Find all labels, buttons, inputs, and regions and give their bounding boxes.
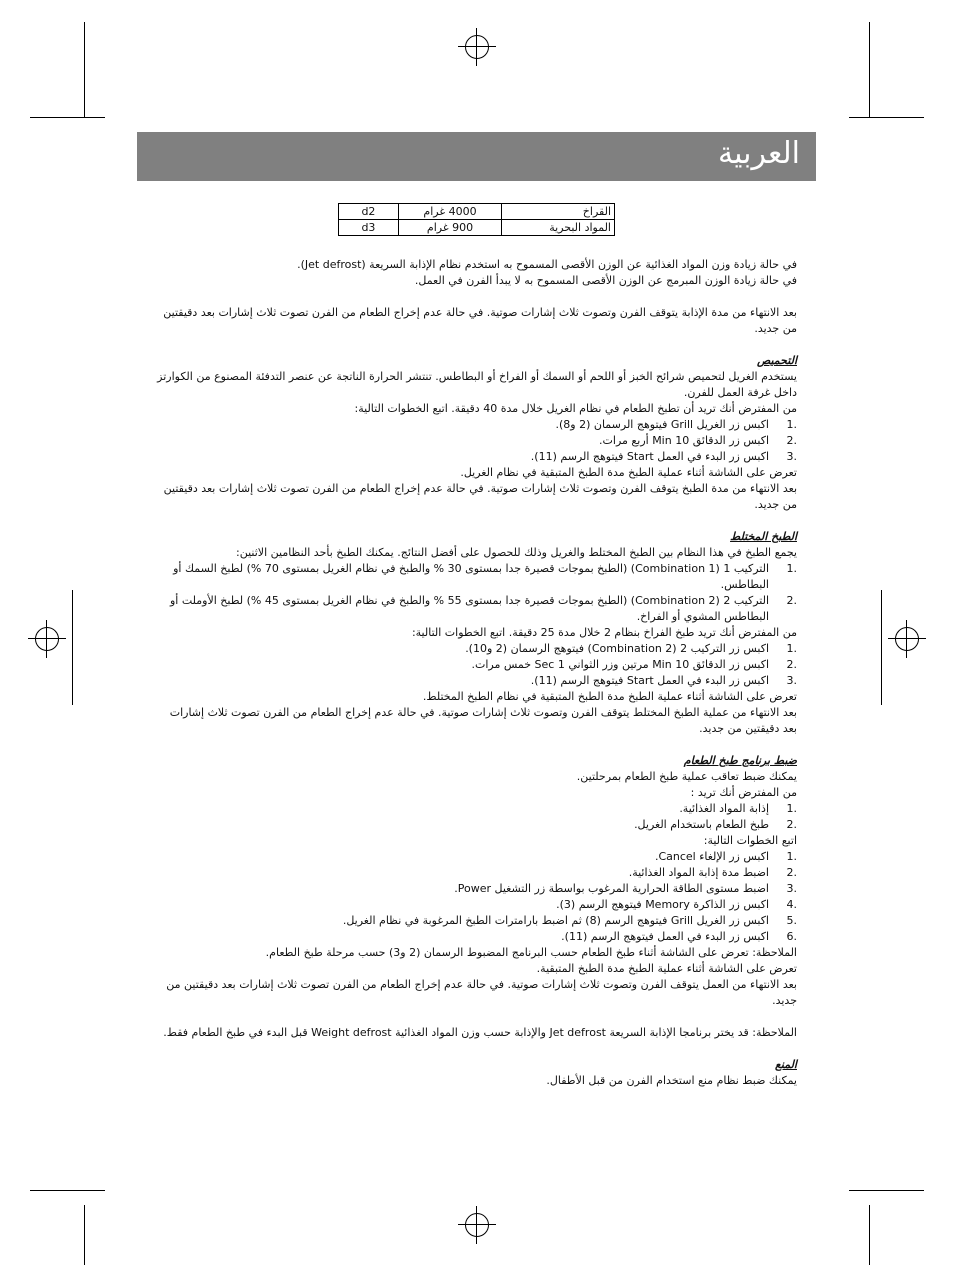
paragraph: في حالة زيادة الوزن المبرمج عن الوزن الأقصى المسموح به لا يبدأ الفرن في العمل. [414, 274, 797, 287]
paragraph: بعد الانتهاء من مدة الطبخ يتوقف الفرن وتصوت ثلاث إشارات صوتية. في حالة عدم إخراج الطعام من الفرن تصوت ثلاث إشارات بعد دقيقتين من جديد. [163, 482, 797, 511]
table-row [339, 204, 615, 220]
list-number: .2 [786, 594, 797, 607]
page-title: العربية [718, 136, 800, 171]
list-item [155, 657, 797, 673]
crop-mark [869, 22, 870, 117]
crop-mark [84, 22, 85, 117]
list-item [155, 849, 797, 865]
section-heading-grill: التحميص [757, 354, 797, 367]
note: الملاحظة: قد يختر برنامجا الإذابة السريعة Jet defrost والإذابة حسب وزن المواد الغذائية Weight defrost قبل البدء في طبخ الطعام فقط. [163, 1026, 797, 1039]
list-text: اضبط مستوى الطاقة الحرارية المرغوب بواسطة زر التشغيل Power. [454, 882, 769, 895]
paragraph: من المفترض أنك تريد أن تطبخ الطعام في نظام الغريل خلال مدة 40 دقيقة. اتبع الخطوات التالية: [354, 402, 797, 415]
list-text: اكبس زر البدء في العمل Start فيتوهج الرسم (11). [530, 674, 769, 687]
table-cell-weight: 4000 غرام [398, 204, 501, 220]
list-text: اكبس زر البدء في العمل Start فيتوهج الرسم (11). [530, 450, 769, 463]
crop-mark [869, 1205, 870, 1265]
crop-mark [30, 117, 105, 118]
list-text: اكبس زر الدقائق 10 Min مرتين وزر الثواني 1 Sec خمس مرات. [471, 658, 769, 671]
list-item [155, 593, 797, 625]
paragraph: يجمع الطبخ في هذا النظام بين الطبخ المختلط والغريل وذلك للحصول على أفضل النتائج. يمكنك الطبخ بأحد النظامين الاثنين: [236, 546, 797, 559]
table-cell-food: المواد البحرية [502, 220, 615, 236]
list-item [155, 881, 797, 897]
crop-mark [849, 1190, 924, 1191]
paragraph: بعد الانتهاء من مدة الإذابة يتوقف الفرن وتصوت ثلاث إشارات صوتية. في حالة عدم إخراج الطعام من الفرن تصوت ثلاث إشارات بعد دقيقتين من جديد. [163, 306, 797, 335]
list-number: .6 [786, 930, 797, 943]
registration-mark [895, 627, 919, 651]
list-number: .4 [786, 898, 797, 911]
paragraph: يستخدم الغريل لتحميص شرائح الخبز أو اللحم أو السمك أو الفراخ أو البطاطس. تنتشر الحرارة الناتجة عن عنصر التدفئة المصنوع من الكوارتز داخل غرفة العمل للفرن. [157, 370, 797, 399]
list-number: .2 [786, 434, 797, 447]
list-text: اكبس زر البدء في العمل فيتوهج الرسم (11). [561, 930, 769, 943]
list-item [155, 913, 797, 929]
list-number: .1 [786, 562, 797, 575]
list-item [155, 865, 797, 881]
list-item [155, 449, 797, 465]
crop-mark [881, 590, 882, 705]
list-item [155, 801, 797, 817]
paragraph: من المفترض أنك تريد طبخ الفراخ بنظام 2 خلال مدة 25 دقيقة. اتبع الخطوات التالية: [411, 626, 797, 639]
table-cell-weight: 900 غرام [398, 220, 501, 236]
list-text: اكبس زر الغريل Grill فيتوهج الرسم (8) ثم اضبط بارامترات الطبخ المرغوبة في نظام الغريل. [342, 914, 769, 927]
crop-mark [849, 117, 924, 118]
paragraph: يمكنك ضبط تعاقب عملية طبخ الطعام بمرحلتين. [576, 770, 797, 783]
language-banner [137, 132, 816, 181]
list-item [155, 561, 797, 593]
registration-mark [465, 35, 489, 59]
list-text: التركيب 2 (Combination 2) (الطبخ بموجات قصيرة جدا بمستوى 55 % والطبخ في نظام الغريل بمستوى 45 %) لطبخ الأوملت أو البطاطس المشوي أو الفراخ. [169, 594, 769, 623]
table-row [339, 220, 615, 236]
section-heading-program: ضبط برنامج طبخ الطعام [683, 754, 797, 767]
paragraph: بعد الانتهاء من عملية الطبخ المختلط يتوقف الفرن وتصوت ثلاث إشارات صوتية. في حالة عدم إخراج الطعام من الفرن تصوت ثلاث إشارات بعد دقيقتين من جديد. [169, 706, 797, 735]
table-cell-code: d2 [339, 204, 399, 220]
registration-mark [465, 1213, 489, 1237]
paragraph: يمكنك ضبط نظام منع استخدام الفرن من قبل الأطفال. [546, 1074, 797, 1087]
list-text: طبخ الطعام باستخدام الغريل. [634, 818, 769, 831]
paragraph: بعد الانتهاء من العمل يتوقف الفرن وتصوت ثلاث إشارات صوتية. في حالة عدم إخراج الطعام من الفرن تصوت ثلاث إشارات بعد دقيقتين من جديد. [166, 978, 797, 1007]
weight-table [338, 203, 615, 236]
list-number: .1 [786, 642, 797, 655]
list-item [155, 817, 797, 833]
list-number: .3 [786, 674, 797, 687]
section-heading-lock: المنع [775, 1058, 797, 1071]
paragraph: تعرض على الشاشة أثناء عملية الطبخ مدة الطبخ المتبقية في نظام الطبخ المختلط. [422, 690, 797, 703]
paragraph: اتبع الخطوات التالية: [703, 834, 797, 847]
list-item [155, 897, 797, 913]
list-text: إذابة المواد الغذائية. [679, 802, 769, 815]
list-number: .2 [786, 818, 797, 831]
list-text: اكبس زر التركيب 2 (Combination 2) فيتوهج الرسمان (2 و10). [465, 642, 769, 655]
list-number: .5 [786, 914, 797, 927]
list-item [155, 929, 797, 945]
list-text: اكبس زر الذاكرة Memory فيتوهج الرسم (3). [556, 898, 769, 911]
list-text: التركيب 1 (Combination 1) (الطبخ بموجات قصيرة جدا بمستوى 30 % والطبخ في نظام الغريل بمستوى 70 %) لطبخ السمك أو البطاطس. [173, 562, 769, 591]
crop-mark [72, 590, 73, 705]
crop-mark [84, 1205, 85, 1265]
table-cell-code: d3 [339, 220, 399, 236]
list-number: .2 [786, 866, 797, 879]
list-text: اكبس زر الغريل Grill فيتوهج الرسمان (2 و8). [555, 418, 769, 431]
paragraph: تعرض على الشاشة أثناء عملية الطبخ مدة الطبخ المتبقية في نظام الغريل. [460, 466, 797, 479]
page-content [155, 257, 797, 1089]
list-text: اكبس زر الإلغاء Cancel. [654, 850, 769, 863]
list-item [155, 433, 797, 449]
list-number: .3 [786, 450, 797, 463]
list-number: .2 [786, 658, 797, 671]
list-item [155, 641, 797, 657]
list-text: اكبس زر الدقائق 10 Min أربع مرات. [599, 434, 769, 447]
list-item [155, 417, 797, 433]
section-heading-combination: الطبخ المختلط [730, 530, 797, 543]
list-number: .1 [786, 418, 797, 431]
paragraph: من المفترض أنك تريد : [690, 786, 797, 799]
table-cell-food: القراخ [502, 204, 615, 220]
paragraph: في حالة زيادة وزن المواد الغذائية عن الوزن الأقصى المسموح به استخدم نظام الإذابة السريعة (Jet defrost). [297, 258, 797, 271]
list-number: .1 [786, 850, 797, 863]
crop-mark [30, 1190, 105, 1191]
list-item [155, 673, 797, 689]
list-text: اضبط مدة إذابة المواد الغذائية. [628, 866, 769, 879]
paragraph: تعرض على الشاشة أثناء عملية الطبخ مدة الطبخ المتبقية. [536, 962, 797, 975]
list-number: .1 [786, 802, 797, 815]
registration-mark [35, 627, 59, 651]
list-number: .3 [786, 882, 797, 895]
paragraph: الملاحظة: تعرض على الشاشة أثناء طبخ الطعام حسب البرنامج المضبوط الرسمان (2 و3) حسب مرحلة طبخ الطعام. [265, 946, 797, 959]
